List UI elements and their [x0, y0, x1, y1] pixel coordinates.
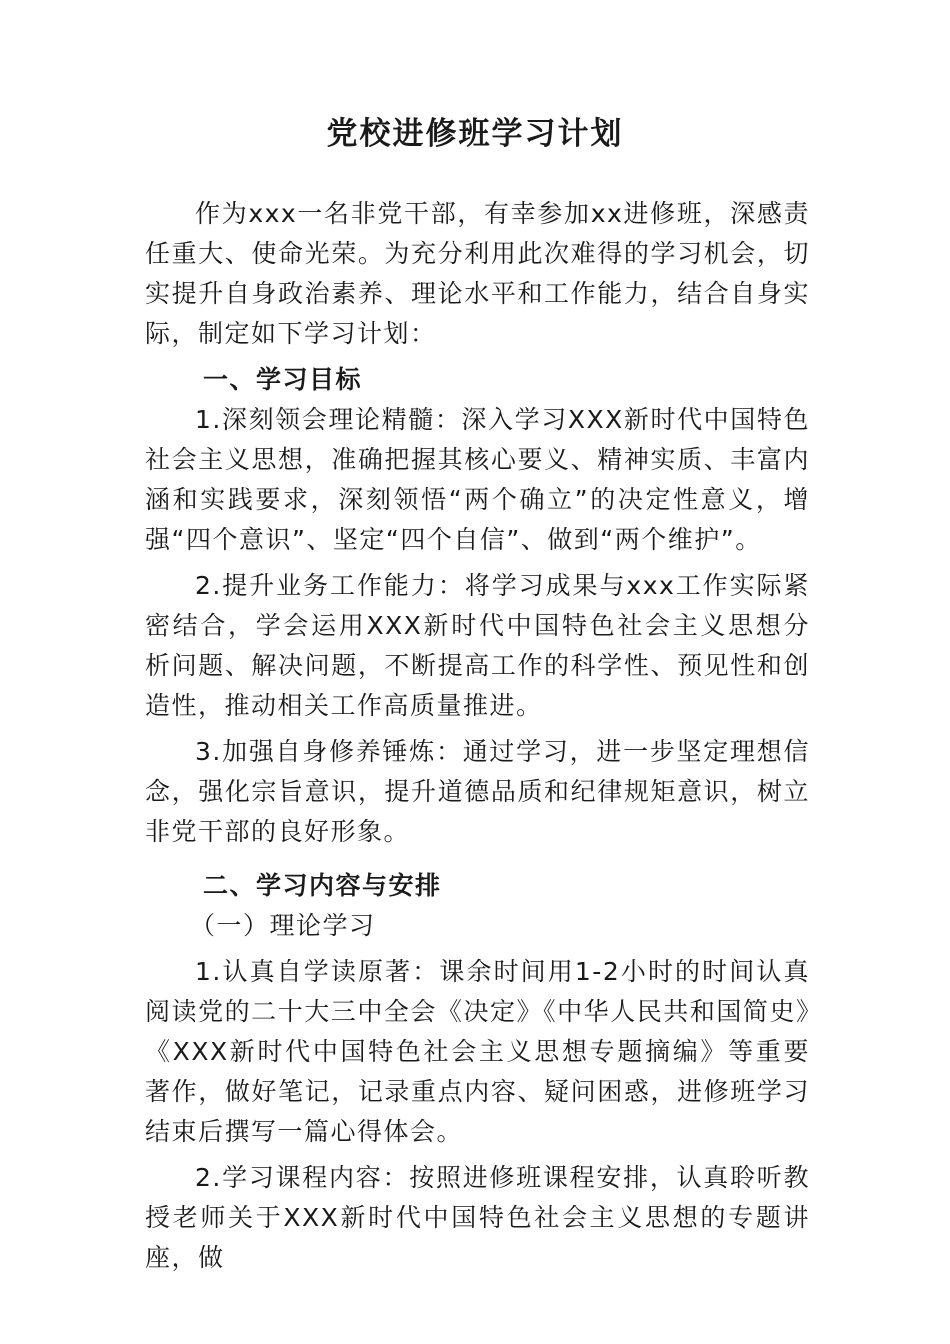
- goal-item-3: 3.加强自身修养锤炼：通过学习，进一步坚定理想信念，强化宗旨意识，提升道德品质和纪律规矩意识，树立非党干部的良好形象。: [145, 737, 810, 846]
- subsection-heading-theory: （一）理论学习: [190, 911, 376, 940]
- section-heading-goals: 一、学习目标: [203, 365, 363, 394]
- intro-paragraph: 作为xxx一名非党干部，有幸参加xx进修班，深感责任重大、使命光荣。为充分利用此次难得的学习机会，切实提升自身政治素养、理论水平和工作能力，结合自身实际，制定如下学习计划：: [145, 199, 810, 348]
- content-item-2: 2.学习课程内容：按照进修班课程安排，认真聆听教授老师关于XXX新时代中国特色社会主义思想的专题讲座，做: [145, 1163, 810, 1272]
- section-heading-content: 二、学习内容与安排: [203, 871, 442, 900]
- document-body: [145, 194, 810, 1278]
- document-title: 党校进修班学习计划: [326, 116, 624, 152]
- goal-item-2: 2.提升业务工作能力：将学习成果与xxx工作实际紧密结合，学会运用XXX新时代中国特色社会主义思想分析问题、解决问题，不断提高工作的科学性、预见性和创造性，推动相关工作高质量推进。: [145, 571, 810, 720]
- goal-item-1: 1.深刻领会理论精髓：深入学习XXX新时代中国特色社会主义思想，准确把握其核心要义、精神实质、丰富内涵和实践要求，深刻领悟“两个确立”的决定性意义，增强“四个意识”、坚定“四个自信”、做到“两个维护”。: [145, 405, 810, 554]
- content-item-1: 1.认真自学读原著：课余时间用1-2小时的时间认真阅读党的二十大三中全会《决定》《中华人民共和国简史》《XXX新时代中国特色社会主义思想专题摘编》等重要著作，做好笔记，记录重点内容、疑问困惑，进修班学习结束后撰写一篇心得体会。: [145, 957, 810, 1146]
